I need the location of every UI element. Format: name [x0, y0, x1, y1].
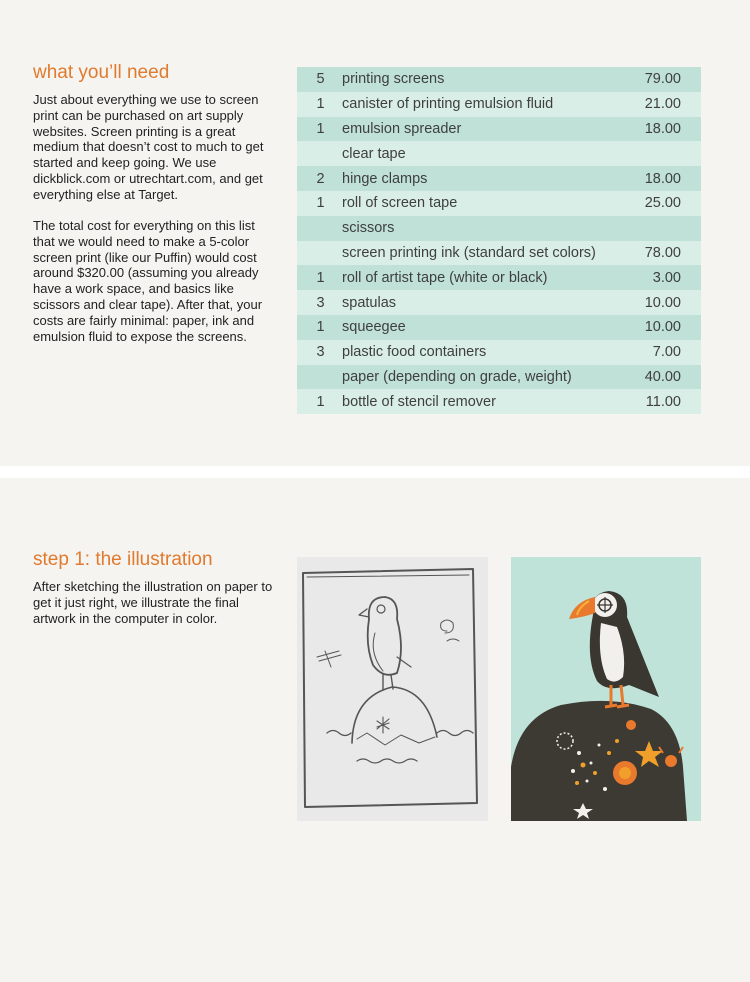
supply-price: 21.00	[644, 96, 681, 113]
supply-item-name: roll of artist tape (white or black)	[342, 269, 548, 286]
supply-qty: 1	[316, 269, 325, 286]
supply-item-name: hinge clamps	[342, 170, 428, 187]
supply-item-name: scissors	[342, 220, 395, 237]
step1-heading: step 1: the illustration	[33, 549, 213, 570]
supply-price: 79.00	[644, 71, 681, 88]
supply-row	[297, 141, 701, 166]
supply-price: 25.00	[644, 195, 681, 212]
supply-item-name: roll of screen tape	[342, 195, 458, 212]
supplies-table	[297, 67, 701, 414]
supply-row	[297, 67, 701, 92]
supply-row	[297, 365, 701, 390]
supply-row	[297, 340, 701, 365]
supply-item-name: clear tape	[342, 145, 406, 162]
supply-item-name: screen printing ink (standard set colors)	[342, 244, 596, 261]
supply-price: 18.00	[644, 120, 681, 137]
supply-row	[297, 166, 701, 191]
supply-price: 10.00	[644, 294, 681, 311]
supply-price: 7.00	[652, 344, 681, 361]
supply-item-name: bottle of stencil remover	[342, 393, 496, 410]
section-divider	[0, 466, 750, 478]
supply-price: 3.00	[652, 269, 681, 286]
supplies-cost-paragraph: The total cost for everything on this list that we would need to make a 5-color screen print (like our Puffin) would cost around $320.00 (assuming you already have a work space, and basics like scissors and clear tape). After that, your costs are fairly minimal: paper, ink and emulsion fluid to expose the screens.	[33, 218, 263, 344]
supply-qty: 2	[316, 170, 325, 187]
puffin-artwork-image	[511, 557, 701, 821]
supply-row	[297, 315, 701, 340]
supplies-intro-paragraph: Just about everything we use to screen print can be purchased on art supply websites. Screen printing is a great medium that doesn’t cost to much to get started and keep going. We use dickblick.com or utrechtart.com, and get everything else at Target.	[33, 92, 264, 202]
supply-qty: 3	[316, 344, 325, 361]
supply-qty: 1	[316, 195, 325, 212]
supplies-section	[0, 0, 750, 466]
supply-row	[297, 290, 701, 315]
supply-item-name: emulsion spreader	[342, 120, 462, 137]
supply-qty: 5	[316, 71, 325, 88]
supply-item-name: paper (depending on grade, weight)	[342, 368, 572, 385]
supply-item-name: spatulas	[342, 294, 397, 311]
supply-row	[297, 92, 701, 117]
supply-row	[297, 216, 701, 241]
supply-row	[297, 191, 701, 216]
supply-row	[297, 389, 701, 414]
step1-paragraph: After sketching the illustration on paper to get it just right, we illustrate the final artwork in the computer in color.	[33, 579, 273, 626]
supply-item-name: squeegee	[342, 319, 406, 336]
supplies-heading: what you’ll need	[33, 62, 170, 83]
supply-qty: 1	[316, 393, 325, 410]
supply-price: 10.00	[644, 319, 681, 336]
supply-row	[297, 117, 701, 142]
supply-qty: 1	[316, 96, 325, 113]
supply-row	[297, 241, 701, 266]
supply-row	[297, 265, 701, 290]
supply-price: 78.00	[644, 244, 681, 261]
supply-qty: 1	[316, 319, 325, 336]
supply-price: 40.00	[644, 368, 681, 385]
puffin-sketch-image	[297, 557, 488, 821]
supply-item-name: plastic food containers	[342, 344, 487, 361]
supply-qty: 3	[316, 294, 325, 311]
supply-price: 11.00	[645, 393, 681, 410]
supply-item-name: printing screens	[342, 71, 445, 88]
supply-qty: 1	[316, 120, 325, 137]
supply-price: 18.00	[644, 170, 681, 187]
supply-item-name: canister of printing emulsion fluid	[342, 96, 554, 113]
